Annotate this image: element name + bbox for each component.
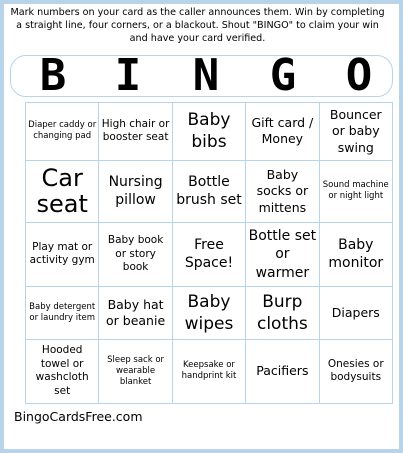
site-footer: BingoCardsFree.com (14, 409, 143, 424)
bingo-cell[interactable]: Hooded towel or washcloth set (26, 339, 99, 403)
header-letter-n: N (192, 50, 220, 101)
bingo-cell[interactable]: Baby socks or mittens (246, 160, 319, 222)
bingo-cell[interactable]: Burp cloths (246, 287, 319, 340)
bingo-cell[interactable]: Nursing pillow (99, 160, 172, 222)
grid-row (26, 103, 393, 161)
bingo-cell[interactable]: Onesies or bodysuits (319, 339, 392, 403)
grid-row (26, 287, 393, 340)
bingo-cell[interactable]: Car seat (26, 160, 99, 222)
bingo-cell[interactable]: Gift card / Money (246, 103, 319, 161)
bingo-cell[interactable]: Keepsake or handprint kit (172, 339, 245, 403)
bingo-cell[interactable]: Baby book or story book (99, 222, 172, 286)
instructions-text: Mark numbers on your card as the caller announces them. Win by completing a straight line, four corners, or a blackout. Shout "BINGO" to claim your win and have your card verified. (10, 7, 385, 44)
bingo-cell[interactable]: Sound machine or night light (319, 160, 392, 222)
free-space-cell[interactable]: Free Space! (172, 222, 245, 286)
bingo-cell[interactable]: Baby detergent or laundry item (26, 287, 99, 340)
bingo-cell[interactable]: Bouncer or baby swing (319, 103, 392, 161)
bingo-cell[interactable]: Baby monitor (319, 222, 392, 286)
bingo-header (10, 50, 393, 101)
bingo-cell[interactable]: Bottle brush set (172, 160, 245, 222)
header-letter-o: O (345, 50, 373, 101)
grid-row (26, 160, 393, 222)
bingo-cell[interactable]: Pacifiers (246, 339, 319, 403)
bingo-cell[interactable]: Sleep sack or wearable blanket (99, 339, 172, 403)
bingo-cell[interactable]: Diaper caddy or changing pad (26, 103, 99, 161)
header-letter-b: B (39, 50, 67, 101)
grid-row (26, 222, 393, 286)
bingo-cell[interactable]: Diapers (319, 287, 392, 340)
bingo-cell[interactable]: Baby bibs (172, 103, 245, 161)
bingo-cell[interactable]: Bottle set or warmer (246, 222, 319, 286)
bingo-cell[interactable]: High chair or booster seat (99, 103, 172, 161)
bingo-cell[interactable]: Play mat or activity gym (26, 222, 99, 286)
bingo-cell[interactable]: Baby hat or beanie (99, 287, 172, 340)
grid-row (26, 339, 393, 403)
header-letter-g: G (269, 50, 297, 101)
header-letter-i: I (114, 50, 142, 101)
bingo-cell[interactable]: Baby wipes (172, 287, 245, 340)
bingo-grid (25, 102, 393, 404)
